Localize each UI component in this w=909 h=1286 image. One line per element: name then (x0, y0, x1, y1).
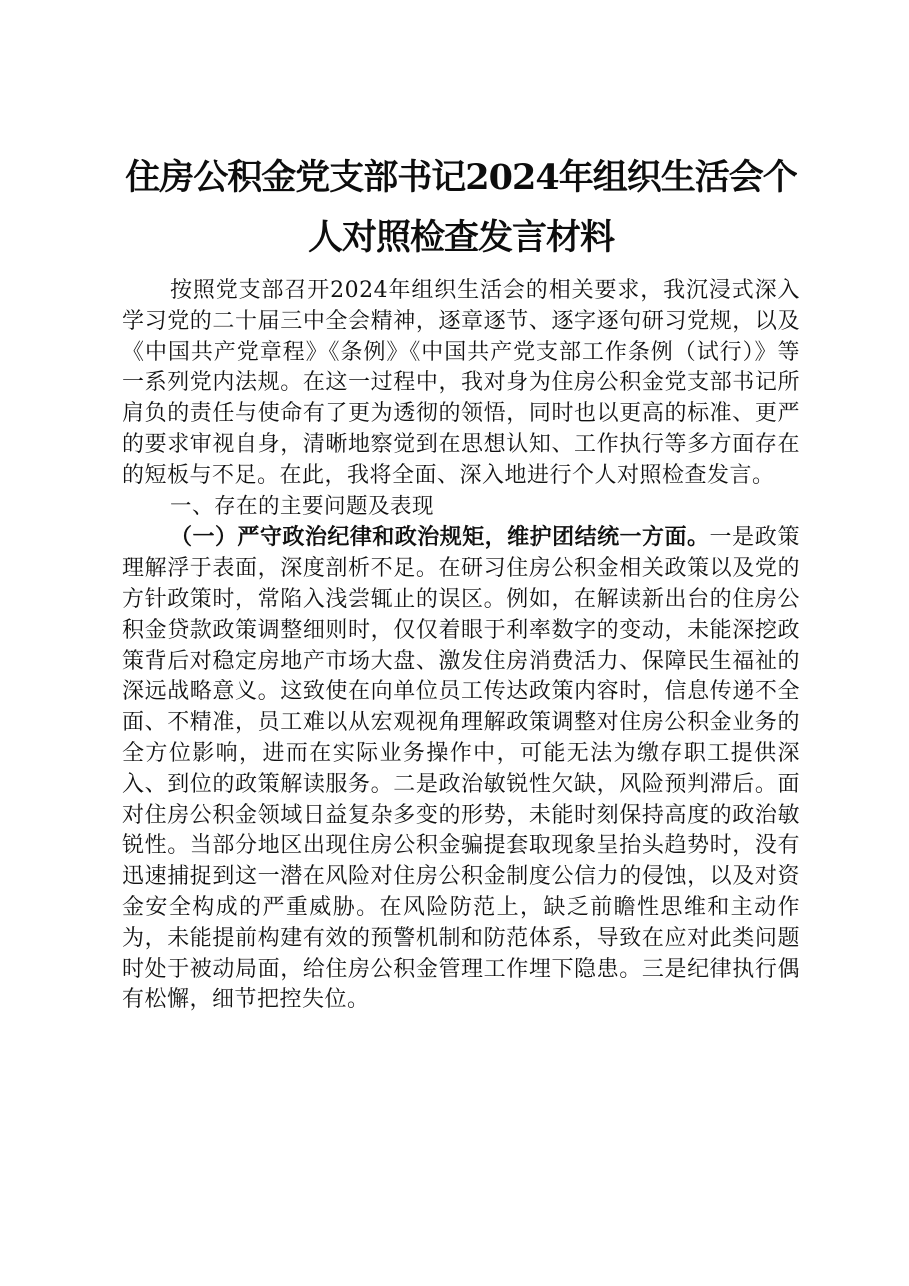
document-body (122, 276, 800, 1016)
subsection-paragraph-1 (122, 522, 800, 1016)
intro-paragraph: 按照党支部召开2024年组织生活会的相关要求，我沉浸式深入学习党的二十届三中全会精神，逐章逐节、逐字逐句研习党规，以及《中国共产党章程》《条例》《中国共产党支部工作条例（试行）》等一系列党内法规。在这一过程中，我对身为住房公积金党支部书记所肩负的责任与使命有了更为透彻的领悟，同时也以更高的标准、更严的要求审视自身，清晰地察觉到在思想认知、工作执行等多方面存在的短板与不足。在此，我将全面、深入地进行个人对照检查发言。 (122, 278, 800, 488)
document-page (122, 148, 800, 1016)
title-line-1: 住房公积金党支部书记2024年组织生活会个 (125, 157, 797, 198)
document-title (122, 148, 800, 268)
subsection-heading-1: （一）严守政治纪律和政治规矩，维护团结统一方面。 (170, 524, 710, 551)
section-heading-1: 一、存在的主要问题及表现 (170, 493, 435, 519)
title-line-2: 人对照检查发言材料 (307, 217, 614, 258)
subsection-body-1: 一是政策理解浮于表面，深度剖析不足。在研习住房公积金相关政策以及党的方针政策时，常陷入浅尝辄止的误区。例如，在解读新出台的住房公积金贷款政策调整细则时，仅仅着眼于利率数字的变动，未能深挖政策背后对稳定房地产市场大盘、激发住房消费活力、保障民生福祉的深远战略意义。这致使在向单位员工传达政策内容时，信息传递不全面、不精准，员工难以从宏观视角理解政策调整对住房公积金业务的全方位影响，进而在实际业务操作中，可能无法为缴存职工提供深入、到位的政策解读服务。二是政治敏锐性欠缺，风险预判滞后。面对住房公积金领域日益复杂多变的形势，未能时刻保持高度的政治敏锐性。当部分地区出现住房公积金骗提套取现象呈抬头趋势时，没有迅速捕捉到这一潜在风险对住房公积金制度公信力的侵蚀，以及对资金安全构成的严重威胁。在风险防范上，缺乏前瞻性思维和主动作为，未能提前构建有效的预警机制和防范体系，导致在应对此类问题时处于被动局面，给住房公积金管理工作埋下隐患。三是纪律执行偶有松懈，细节把控失位。 (122, 525, 800, 1013)
